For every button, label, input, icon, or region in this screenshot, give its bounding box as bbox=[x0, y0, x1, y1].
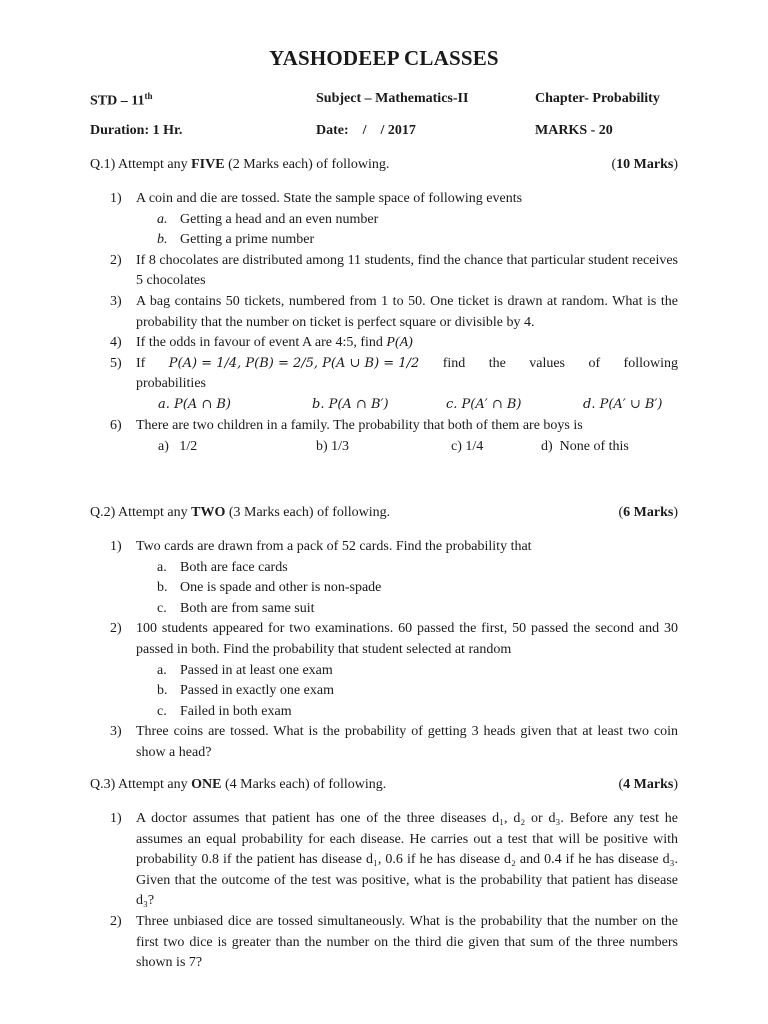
sub-item: c. Failed in both exam bbox=[157, 703, 292, 719]
question-2-marks: (6 Marks) bbox=[618, 505, 678, 520]
chapter-label: Chapter- Probability bbox=[535, 91, 660, 106]
list-item: 1) A coin and die are tossed. State the sample space of following events bbox=[110, 191, 523, 206]
question-2-heading: Q.2) Attempt any TWO (3 Marks each) of following. (6 Marks) bbox=[90, 505, 678, 520]
question-3-heading: Q.3) Attempt any ONE (4 Marks each) of following. (4 Marks) bbox=[90, 777, 678, 792]
option: a. P(A ∩ B) bbox=[158, 396, 232, 412]
probability-expression: P(A) = 1/4, P(B) = 2/5, P(A ∪ B) = 1/2 bbox=[168, 355, 420, 371]
options-row bbox=[110, 395, 678, 416]
question-2-list bbox=[110, 537, 678, 764]
duration-label: Duration: 1 Hr. bbox=[90, 123, 183, 138]
marks-label: MARKS - 20 bbox=[535, 123, 613, 138]
sub-item: a. Both are face cards bbox=[157, 559, 288, 575]
question-3-list bbox=[110, 809, 678, 974]
list-item: 1) Two cards are drawn from a pack of 52 cards. Find the probability that bbox=[110, 539, 532, 554]
school-title: YASHODEEP CLASSES bbox=[269, 46, 499, 70]
option: a) 1/2 bbox=[158, 438, 198, 454]
sub-item: b. One is spade and other is non-spade bbox=[157, 580, 382, 596]
option: d) None of this bbox=[541, 438, 629, 454]
option: c. P(A′ ∩ B) bbox=[446, 396, 522, 412]
list-item: 2) If 8 chocolates are distributed among 11 students, find the chance that particular student receives 5 chocolates bbox=[110, 252, 678, 289]
sub-item: b. Passed in exactly one exam bbox=[157, 683, 334, 699]
list-item: 2) 100 students appeared for two examinations. 60 passed the first, 50 passed the second and 30 passed in both. Find the probability that student selected at random bbox=[110, 621, 678, 657]
list-item: 3) Three coins are tossed. What is the probability of getting 3 heads given that at least two coin show a head? bbox=[110, 724, 678, 760]
list-item: 4) If the odds in favour of event A are 4:5, find P(A) bbox=[110, 335, 413, 351]
question-1-heading: Q.1) Attempt any FIVE (2 Marks each) of following. (10 Marks) bbox=[90, 157, 678, 172]
options-row bbox=[110, 437, 678, 458]
sub-item: a. Getting a head and an even number bbox=[157, 211, 379, 227]
option: b) 1/3 bbox=[316, 438, 350, 454]
question-1-list bbox=[110, 189, 678, 458]
list-item: 2) Three unbiased dice are tossed simultaneously. What is the probability that the number on the first two dice is greater than the number on the third die given that sum of the three numbers shown is 7? bbox=[110, 913, 678, 971]
question-1-marks: (10 Marks) bbox=[611, 157, 678, 172]
list-item: 6) There are two children in a family. The probability that both of them are boys is bbox=[110, 417, 583, 433]
option: b. P(A ∩ B′) bbox=[312, 396, 389, 412]
sub-item: b. Getting a prime number bbox=[157, 232, 315, 248]
list-item: 3) A bag contains 50 tickets, numbered from 1 to 50. One ticket is drawn at random. What is the probability that the number on ticket is perfect square or divisible by 4. bbox=[110, 293, 678, 330]
option: d. P(A′ ∪ B′) bbox=[583, 396, 663, 412]
date-label: Date: / / 2017 bbox=[316, 123, 416, 138]
std-label: STD – 11th bbox=[90, 91, 153, 109]
list-item: 5) If P(A) = 1/4, P(B) = 2/5, P(A ∪ B) = 1/2 find the values of following probabilities bbox=[110, 355, 678, 392]
sub-item: c. Both are from same suit bbox=[157, 600, 315, 616]
list-item: 1) A doctor assumes that patient has one of the three diseases d₁, d₂ or d₃. Before any test he assumes an equal probability for each disease. He carries out a test that will be positive with probability 0.8 if the patient has disease d₁, 0.6 if he has disease d₂ and 0.4 if he has disease d₃. Given that the outcome of the test was positive, what is the probability that patient has disease d₃? bbox=[110, 811, 678, 909]
subject-label: Subject – Mathematics-II bbox=[316, 91, 469, 106]
option: c) 1/4 bbox=[451, 438, 484, 454]
question-3-marks: (4 Marks) bbox=[618, 777, 678, 792]
sub-item: a. Passed in at least one exam bbox=[157, 662, 333, 678]
